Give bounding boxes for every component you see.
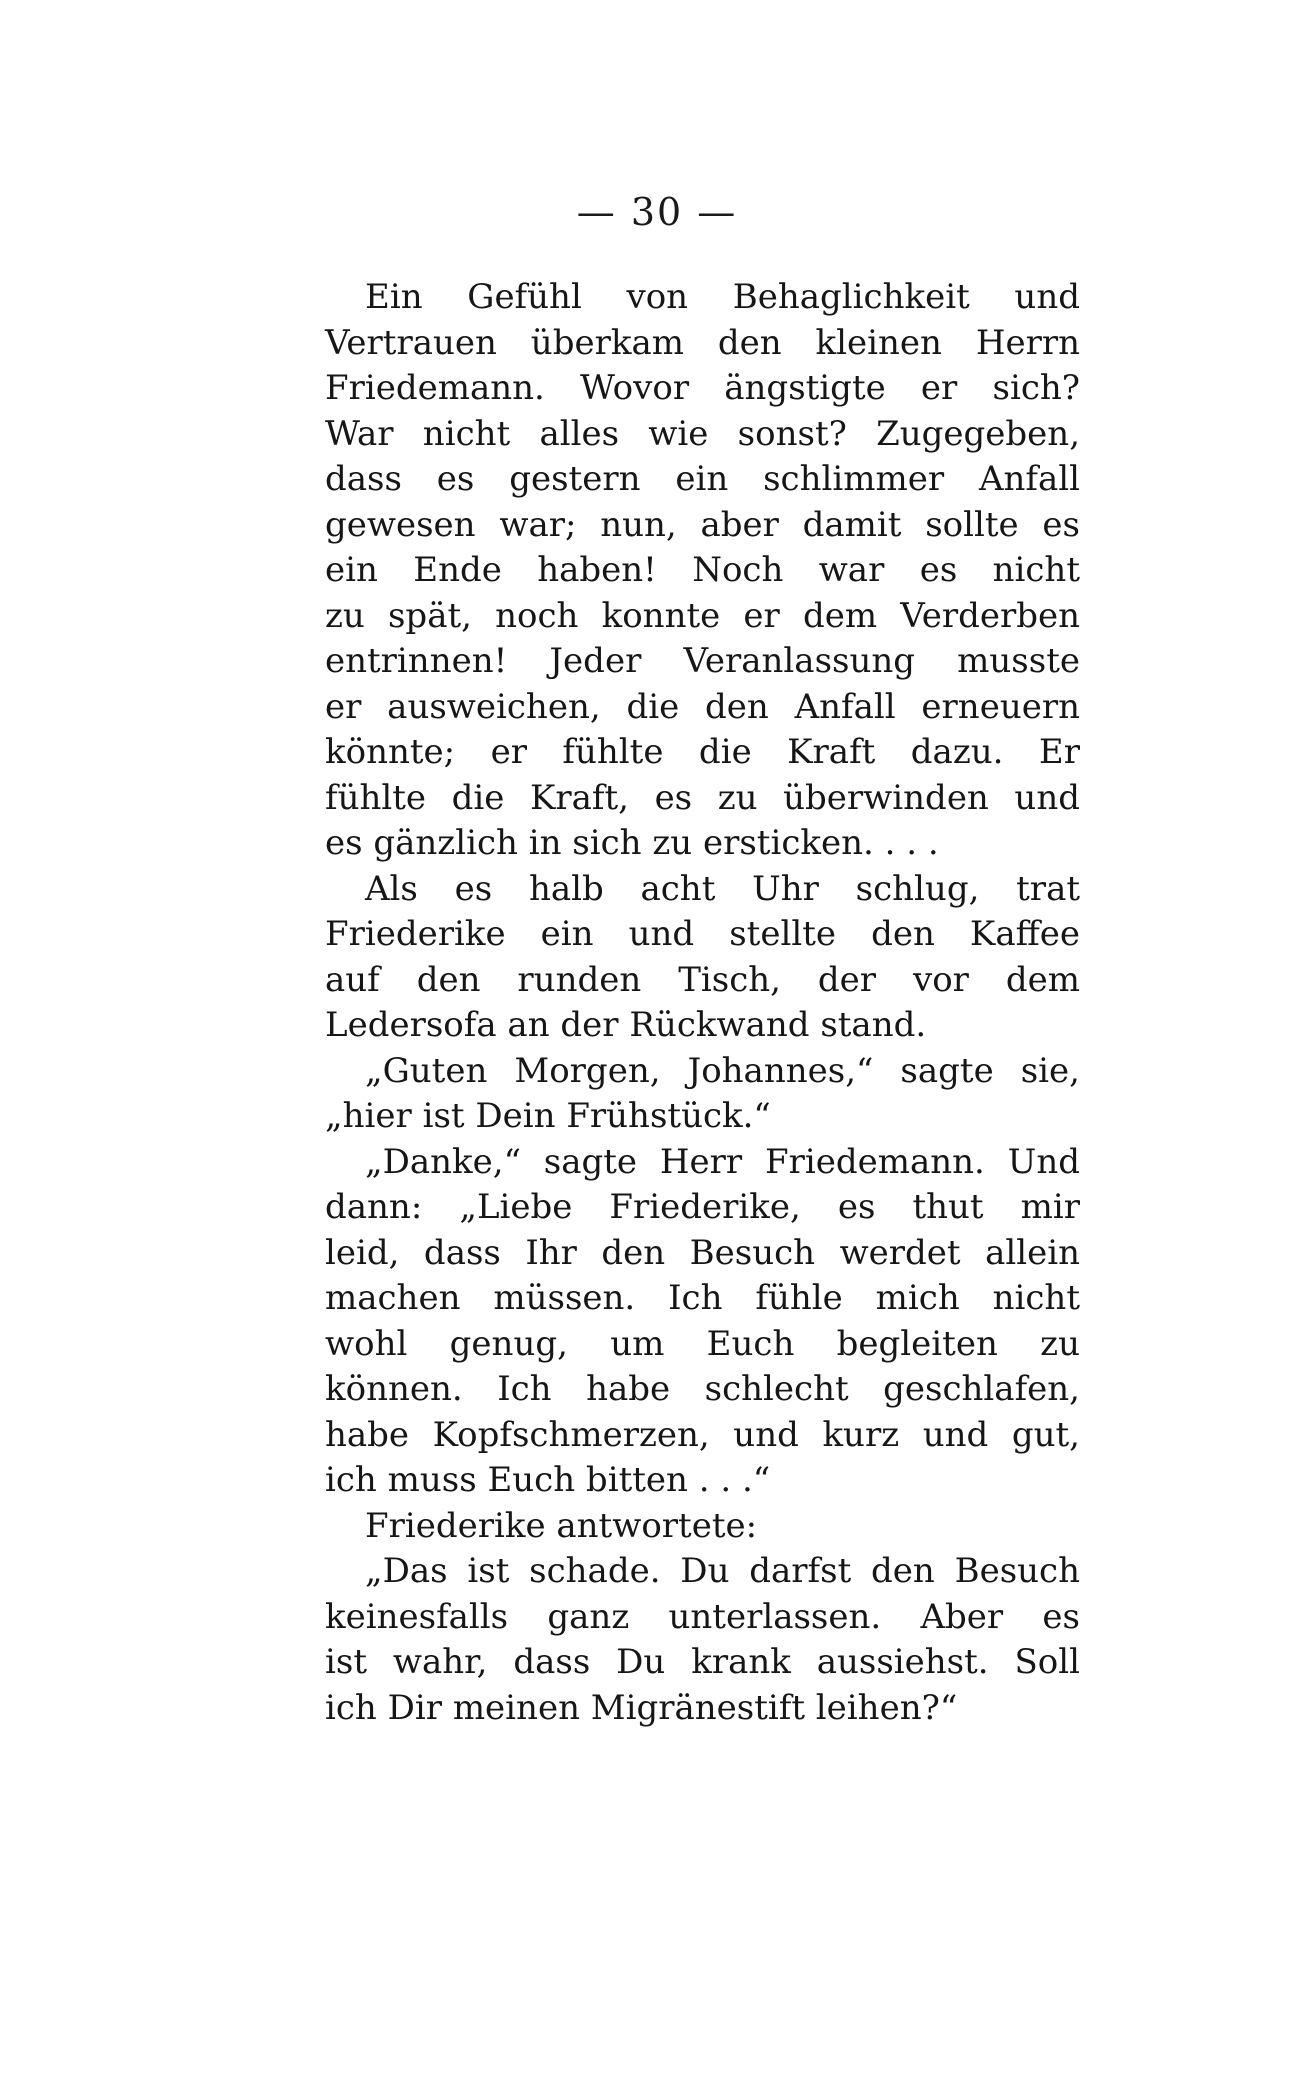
- text-line: ich Dir meinen Migränestift leihen?“: [325, 1687, 958, 1728]
- text-line: „Danke,“ sagte Herr Friedemann. Und: [365, 1141, 1080, 1182]
- text-line: entrinnen! Jeder Veranlassung musste: [325, 641, 1080, 681]
- text-line: War nicht alles wie sonst? Zugegeben,: [325, 413, 1080, 454]
- text-line: können. Ich habe schlecht geschlafen,: [325, 1369, 1080, 1409]
- text-line: er ausweichen, die den Anfall erneuern: [325, 686, 1080, 727]
- text-line: wohl genug, um Euch begleiten zu: [325, 1323, 1080, 1364]
- text-line: „Guten Morgen, Johannes,“ sagte sie,: [365, 1050, 1080, 1091]
- text-line: fühlte die Kraft, es zu überwinden und: [325, 777, 1080, 818]
- text-line: Friederike ein und stellte den Kaffee: [325, 914, 1080, 954]
- text-line: Als es halb acht Uhr schlug, trat: [365, 868, 1080, 909]
- text-line: dann: „Liebe Friederike, es thut mir: [325, 1187, 1080, 1227]
- text-line: „Das ist schade. Du darfst den Besuch: [365, 1551, 1080, 1591]
- text-line: dass es gestern ein schlimmer Anfall: [325, 459, 1080, 499]
- text-line: keinesfalls ganz unterlassen. Aber es: [325, 1596, 1080, 1637]
- text-line: ich muss Euch bitten . . .“: [325, 1460, 771, 1500]
- text-line: Friederike antwortete:: [365, 1505, 758, 1546]
- text-line: machen müssen. Ich fühle mich nicht: [325, 1278, 1080, 1318]
- text-line: leid, dass Ihr den Besuch werdet allein: [325, 1232, 1080, 1273]
- text-line: zu spät, noch konnte er dem Verderben: [325, 595, 1080, 636]
- body-text: [325, 275, 1080, 1731]
- text-line: auf den runden Tisch, der vor dem: [325, 959, 1080, 1000]
- text-line: es gänzlich in sich zu ersticken. . . .: [325, 823, 939, 863]
- text-line: Ledersofa an der Rückwand stand.: [325, 1005, 927, 1045]
- text-line: ist wahr, dass Du krank aussiehst. Soll: [325, 1642, 1080, 1682]
- text-line: habe Kopfschmerzen, und kurz und gut,: [325, 1414, 1080, 1455]
- text-line: könnte; er fühlte die Kraft dazu. Er: [325, 732, 1080, 772]
- text-line: gewesen war; nun, aber damit sollte es: [325, 504, 1080, 545]
- text-line: Ein Gefühl von Behaglichkeit und: [365, 277, 1080, 317]
- page-number: — 30 —: [576, 190, 738, 234]
- text-line: Friedemann. Wovor ängstigte er sich?: [325, 368, 1080, 408]
- text-line: Vertrauen überkam den kleinen Herrn: [325, 322, 1080, 363]
- text-line: „hier ist Dein Frühstück.“: [325, 1096, 771, 1136]
- text-line: ein Ende haben! Noch war es nicht: [325, 550, 1080, 590]
